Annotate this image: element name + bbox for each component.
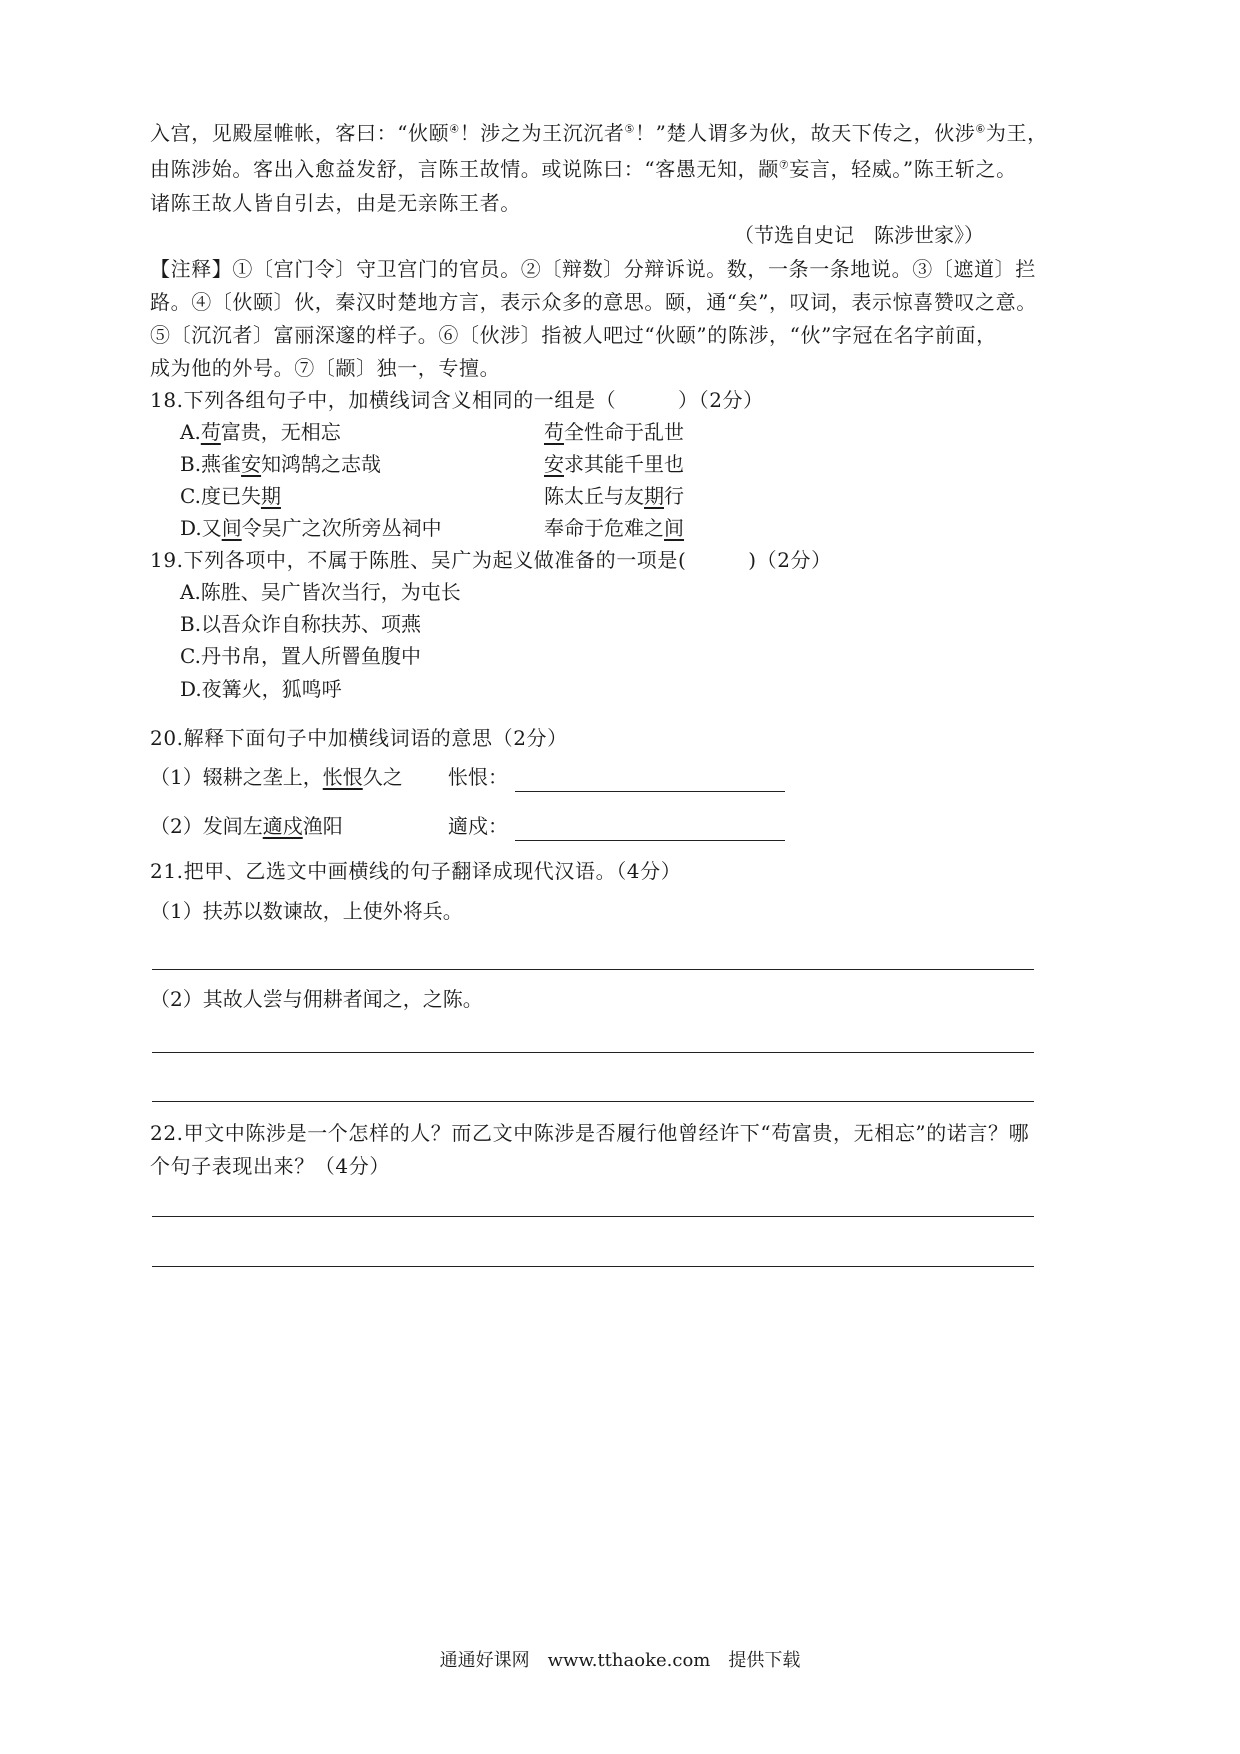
page-footer: 通通好课网 www.tthaoke.com 提供下载	[439, 1650, 801, 1671]
q18-option-d: D.又间令吴广之次所旁丛祠中 奉命于危难之间	[180, 516, 684, 540]
underlined-word: 安	[544, 452, 564, 476]
passage-source: （节选自史记 陈涉世家》）	[734, 223, 984, 247]
passage-line-2	[150, 156, 1017, 182]
underlined-word: 间	[664, 516, 684, 540]
passage-text: ！涉之为王沉沉者	[459, 121, 625, 145]
note-ref: ④	[449, 122, 460, 136]
passage-line-1	[150, 120, 1048, 146]
passage-text: 妄言，轻威。”陈王斩之。	[789, 157, 1017, 181]
passage-text: 由陈涉始。客出入愈益发舒，言陈王故情。或说陈曰：“客愚无知，颛	[150, 157, 779, 181]
q20-answer-line-1[interactable]	[515, 791, 785, 792]
note-ref: ⑥	[975, 122, 986, 136]
underlined-word: 期	[260, 484, 281, 508]
q19-option-a: A.陈胜、吴广皆次当行，为屯长	[180, 580, 461, 604]
q19-stem: 19.下列各项中，不属于陈胜、吴广为起义做准备的一项是( )（2分）	[150, 548, 832, 572]
q18-option-c: C.度已失期 陈太丘与友期行	[180, 484, 684, 508]
q19-option-b: B.以吾众诈自称扶苏、项燕	[180, 612, 422, 636]
q21-stem: 21.把甲、乙选文中画横线的句子翻译成现代汉语。（4分）	[150, 859, 682, 883]
notes-line-3: ⑤〔沉沉者〕富丽深邃的样子。⑥〔伙涉〕指被人吧过“伙颐”的陈涉，“伙”字冠在名字前面，	[150, 323, 997, 347]
underlined-word: 苟	[200, 420, 221, 444]
underlined-word: 安	[241, 452, 262, 476]
q20-answer-line-2[interactable]	[515, 840, 785, 841]
q21-answer-line-3[interactable]	[152, 1101, 1034, 1102]
q20-sentence-2: （2）发闾左適戍渔阳	[150, 814, 343, 838]
q22-answer-line-1[interactable]	[152, 1216, 1034, 1217]
q20-label-1: 怅恨：	[448, 765, 508, 789]
q18-stem: 18.下列各组句子中，加横线词含义相同的一组是（ ）（2分）	[150, 388, 764, 412]
passage-line-3: 诸陈王故人皆自引去，由是无亲陈王者。	[150, 191, 521, 215]
underlined-word: 怅恨	[322, 765, 363, 789]
q20-label-2: 適戍：	[448, 814, 508, 838]
q18-option-a: A.苟富贵，无相忘 苟全性命于乱世	[180, 420, 684, 444]
q18-option-b: B.燕雀安知鸿鹄之志哉 安求其能千里也	[180, 452, 684, 476]
underlined-word: 间	[221, 516, 242, 540]
underlined-word: 適戍	[262, 814, 303, 838]
q19-option-c: C.丹书帛，置人所罾鱼腹中	[180, 644, 421, 668]
note-ref: ⑤	[624, 122, 635, 136]
passage-text: 为王，	[985, 121, 1048, 145]
passage-text: 入宫，见殿屋帷帐，客曰：“伙颐	[150, 121, 450, 145]
q22-line-2: 个句子表现出来？（4分）	[150, 1154, 390, 1178]
notes-line-2: 路。④〔伙颐〕伙，秦汉时楚地方言，表示众多的意思。颐，通“矣”，叹词，表示惊喜赞叹之意。	[150, 290, 1037, 314]
q21-sentence-2: （2）其故人尝与佣耕者闻之，之陈。	[150, 987, 483, 1011]
q19-option-d: D.夜篝火，狐鸣呼	[180, 677, 342, 701]
q21-answer-line-1[interactable]	[152, 969, 1034, 970]
q21-sentence-1: （1）扶苏以数谏故，上使外将兵。	[150, 899, 463, 923]
q22-line-1: 22.甲文中陈涉是一个怎样的人？而乙文中陈涉是否履行他曾经许下“苟富贵，无相忘”的诺言？哪	[150, 1121, 1030, 1145]
q21-answer-line-2[interactable]	[152, 1052, 1034, 1053]
notes-line-4: 成为他的外号。⑦〔颛〕独一，专擅。	[150, 356, 501, 380]
q20-stem: 20.解释下面句子中加横线词语的意思（2分）	[150, 726, 568, 750]
underlined-word: 期	[644, 484, 664, 508]
q22-answer-line-2[interactable]	[152, 1266, 1034, 1267]
q20-sentence-1: （1）辍耕之垄上，怅恨久之	[150, 765, 403, 789]
passage-text: ！”楚人谓多为伙，故天下传之，伙涉	[634, 121, 976, 145]
underlined-word: 苟	[544, 420, 564, 444]
note-ref: ⑦	[778, 158, 790, 172]
notes-line-1: 【注释】①〔宫门令〕守卫宫门的官员。②〔辩数〕分辩诉说。数，一条一条地说。③〔遮道〕拦	[150, 257, 1036, 281]
